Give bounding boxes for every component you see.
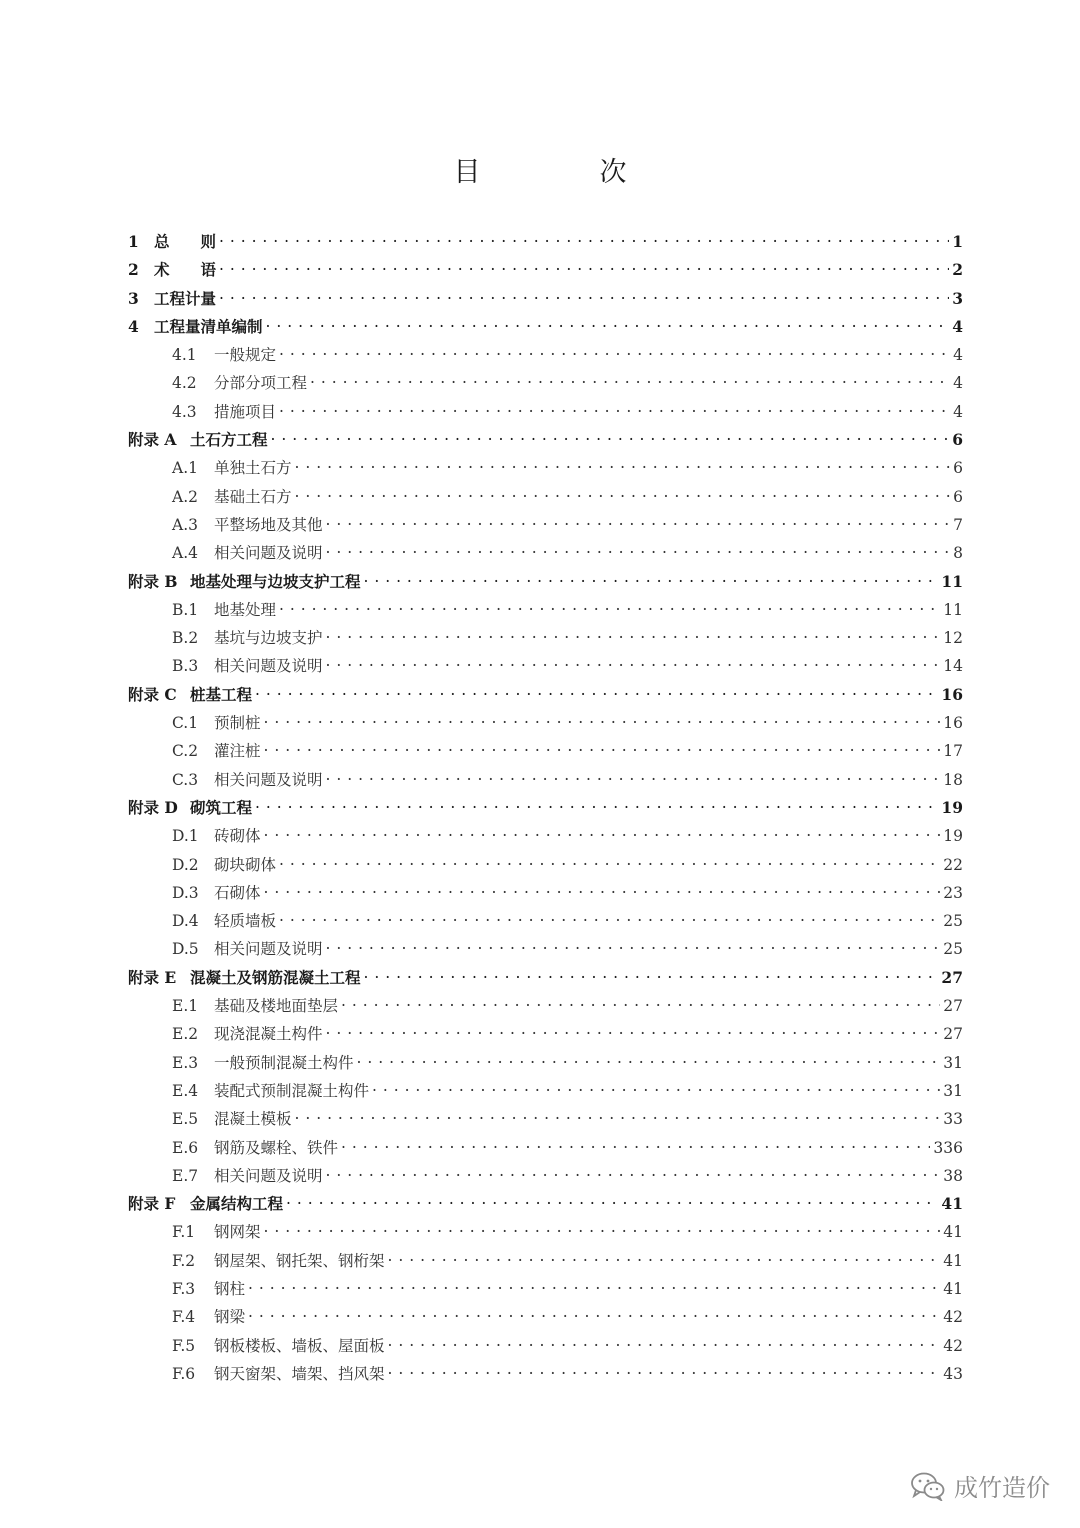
toc-entry-page-number: 16 [943,714,963,733]
toc-section-entry [128,1246,963,1274]
toc-entry-title: 桩基工程 [190,684,253,704]
dot-leader [326,765,941,785]
toc-entry-number: E.1 [172,997,199,1016]
toc-entry-title: 相关问题及说明 [214,940,323,959]
toc-entry-title: 钢柱 [214,1279,246,1298]
toc-section-entry [128,1331,963,1359]
toc-entry-number: D.3 [172,883,199,902]
toc-chapter-entry [128,284,963,312]
dot-leader [264,1217,941,1237]
dot-leader [326,934,941,954]
toc-entry-number: 3 [128,288,139,308]
toc-entry-page-number: 12 [943,629,963,648]
toc-entry-number: F.5 [172,1336,196,1355]
toc-entry-title: 混凝土模板 [214,1110,292,1129]
toc-entry-number: 附录 C [128,684,177,704]
toc-entry-page-number: 22 [943,855,963,874]
toc-entry-title: 金属结构工程 [190,1194,284,1214]
toc-entry-page-number: 27 [943,997,963,1016]
toc-entry-page-number: 19 [943,827,963,846]
dot-leader [388,1359,941,1379]
toc-entry-number: 2 [128,260,139,280]
toc-entry-page-number: 2 [952,260,963,280]
toc-section-entry [128,1104,963,1132]
watermark-text: 成竹造价 [954,1474,1050,1502]
toc-entry-page-number: 17 [943,742,963,761]
dot-leader [357,1048,941,1068]
dot-leader [364,567,939,587]
toc-section-entry [128,595,963,623]
toc-entry-title: 钢筋及螺栓、铁件 [214,1138,339,1157]
toc-entry-title: 钢梁 [214,1308,246,1327]
toc-chapter-entry [128,567,963,595]
dot-leader [264,736,941,756]
toc-section-entry [128,1161,963,1189]
toc-section-entry [128,736,963,764]
toc-entry-title: 砌块砌体 [214,855,277,874]
dot-leader [341,1133,930,1153]
toc-entry-page-number: 38 [943,1166,963,1185]
toc-entry-title: 一般规定 [214,346,277,365]
toc-section-entry [128,850,963,878]
toc-entry-page-number: 16 [941,684,963,704]
dot-leader [326,651,941,671]
toc-entry-title: 一般预制混凝土构件 [214,1053,354,1072]
toc-entry-page-number: 25 [943,940,963,959]
toc-entry-title: 基坑与边坡支护 [214,629,323,648]
toc-entry-number: 附录 A [128,430,177,450]
toc-entry-number: D.1 [172,827,199,846]
toc-section-entry [128,368,963,396]
dot-leader [279,397,950,417]
toc-entry-number: E.5 [172,1110,199,1129]
toc-entry-title: 钢网架 [214,1223,261,1242]
toc-entry-title: 砖砌体 [214,827,261,846]
dot-leader [326,510,951,530]
toc-section-entry [128,340,963,368]
toc-entry-number: D.4 [172,912,199,931]
toc-entry-page-number: 31 [943,1081,963,1100]
dot-leader [326,1161,941,1181]
toc-section-entry [128,1048,963,1076]
toc-entry-title: 基础及楼地面垫层 [214,997,339,1016]
toc-entry-title: 土石方工程 [190,430,268,450]
toc-chapter-entry [128,793,963,821]
toc-entry-title: 平整场地及其他 [214,515,323,534]
toc-entry-title: 轻质墙板 [214,912,277,931]
toc-entry-page-number: 41 [943,1279,963,1298]
toc-entry-title: 基础土石方 [214,487,292,506]
dot-leader [279,906,940,926]
toc-entry-number: A.1 [172,459,198,478]
toc-entry-number: E.2 [172,1025,199,1044]
toc-entry-page-number: 7 [953,515,963,534]
toc-entry-title: 地基处理 [214,600,277,619]
toc-entry-title: 总 则 [154,232,217,251]
dot-leader [326,1019,941,1039]
watermark [910,1468,1050,1503]
toc-entry-number: 4.1 [172,346,197,365]
toc-entry-number: B.1 [172,600,199,619]
toc-section-entry [128,906,963,934]
toc-entry-page-number: 19 [941,797,963,817]
toc-entry-number: B.2 [172,629,199,648]
toc-entry-number: F.2 [172,1251,196,1270]
dot-leader [271,425,950,445]
toc-entry-number: E.6 [172,1138,199,1157]
toc-section-entry [128,1359,963,1387]
toc-entry-page-number: 27 [941,967,963,987]
toc-section-entry [128,538,963,566]
toc-entry-number: F.1 [172,1223,196,1242]
toc-entry-page-number: 6 [953,487,963,506]
dot-leader [388,1246,941,1266]
toc-section-entry [128,510,963,538]
toc-section-entry [128,397,963,425]
toc-section-entry [128,708,963,736]
toc-entry-page-number: 27 [943,1025,963,1044]
toc-section-entry [128,1133,963,1161]
toc-entry-number: E.3 [172,1053,199,1072]
toc-entry-number: 附录 B [128,571,178,591]
toc-entry-page-number: 23 [943,883,963,902]
toc-entry-title: 分部分项工程 [214,374,308,393]
toc-section-entry [128,765,963,793]
dot-leader [255,793,938,813]
dot-leader [326,538,951,558]
toc-section-entry [128,1019,963,1047]
toc-entry-number: C.1 [172,714,199,733]
toc-entry-page-number: 42 [943,1308,963,1327]
toc-entry-number: A.2 [172,487,198,506]
toc-chapter-entry [128,255,963,283]
toc-entry-number: F.3 [172,1279,196,1298]
toc-section-entry [128,878,963,906]
dot-leader [264,878,941,898]
toc-entry-number: 附录 D [128,797,178,817]
dot-leader [295,453,951,473]
dot-leader [364,963,939,983]
toc-entry-number: 4 [128,316,139,336]
toc-entry-title: 钢板楼板、墙板、屋面板 [214,1336,385,1355]
table-of-contents [128,227,963,1387]
page-title: 目 次 [453,157,673,188]
toc-entry-page-number: 41 [941,1194,963,1214]
dot-leader [388,1331,941,1351]
dot-leader [219,284,949,304]
toc-entry-title: 相关问题及说明 [214,544,323,563]
dot-leader [310,368,950,388]
toc-entry-page-number: 6 [952,430,963,450]
toc-entry-page-number: 11 [941,571,963,591]
toc-entry-page-number: 1 [952,232,963,251]
toc-section-entry [128,1302,963,1330]
toc-entry-title: 砌筑工程 [190,797,253,817]
toc-entry-page-number: 14 [943,657,963,676]
toc-entry-number: F.4 [172,1308,196,1327]
dot-leader [372,1076,940,1096]
toc-section-entry [128,482,963,510]
toc-entry-title: 钢屋架、钢托架、钢桁架 [214,1251,385,1270]
toc-entry-title: 相关问题及说明 [214,657,323,676]
toc-entry-page-number: 3 [952,288,963,308]
toc-section-entry [128,453,963,481]
toc-entry-title: 工程量清单编制 [154,316,263,336]
toc-chapter-entry [128,312,963,340]
toc-section-entry [128,1076,963,1104]
toc-entry-page-number: 11 [943,600,963,619]
toc-section-entry [128,1217,963,1245]
toc-entry-page-number: 8 [953,544,963,563]
toc-entry-page-number: 43 [943,1364,963,1383]
dot-leader [295,482,951,502]
toc-entry-number: D.5 [172,940,199,959]
dot-leader [279,595,940,615]
toc-chapter-entry [128,963,963,991]
toc-entry-title: 工程计量 [154,288,217,308]
toc-entry-page-number: 42 [943,1336,963,1355]
dot-leader [264,821,941,841]
toc-entry-number: A.3 [172,515,198,534]
toc-entry-number: A.4 [172,544,198,563]
toc-entry-page-number: 4 [953,346,963,365]
toc-section-entry [128,991,963,1019]
toc-entry-number: 1 [128,232,139,251]
toc-entry-page-number: 4 [952,316,963,336]
toc-chapter-entry [128,1189,963,1217]
toc-entry-number: 附录 F [128,1194,176,1214]
toc-entry-title: 混凝土及钢筋混凝土工程 [190,967,361,987]
toc-section-entry [128,1274,963,1302]
dot-leader [248,1274,940,1294]
toc-entry-title: 石砌体 [214,883,261,902]
dot-leader [326,623,941,643]
dot-leader [279,340,950,360]
toc-entry-page-number: 6 [953,459,963,478]
toc-entry-number: 4.2 [172,374,197,393]
toc-entry-number: 附录 E [128,967,177,987]
toc-chapter-entry [128,425,963,453]
toc-entry-page-number: 41 [943,1223,963,1242]
dot-leader [248,1302,940,1322]
toc-entry-title: 术 语 [154,260,217,280]
toc-chapter-entry [128,227,963,255]
toc-entry-number: 4.3 [172,402,197,421]
dot-leader [279,850,940,870]
toc-entry-title: 单独土石方 [214,459,292,478]
toc-entry-page-number: 31 [943,1053,963,1072]
toc-entry-title: 措施项目 [214,402,277,421]
toc-entry-page-number: 33 [943,1110,963,1129]
toc-section-entry [128,934,963,962]
toc-entry-title: 钢天窗架、墙架、挡风架 [214,1364,385,1383]
dot-leader [286,1189,938,1209]
toc-entry-page-number: 41 [943,1251,963,1270]
dot-leader [219,227,949,247]
toc-entry-page-number: 25 [943,912,963,931]
dot-leader [295,1104,941,1124]
toc-chapter-entry [128,680,963,708]
toc-entry-title: 预制桩 [214,714,261,733]
dot-leader [219,255,949,275]
toc-section-entry [128,651,963,679]
toc-entry-number: C.2 [172,742,199,761]
dot-leader [266,312,950,332]
dot-leader [264,708,941,728]
toc-entry-page-number: 18 [943,770,963,789]
toc-entry-page-number: 4 [953,374,963,393]
toc-entry-page-number: 336 [933,1138,963,1157]
toc-entry-number: B.3 [172,657,199,676]
toc-entry-number: C.3 [172,770,199,789]
toc-section-entry [128,821,963,849]
toc-entry-title: 灌注桩 [214,742,261,761]
dot-leader [341,991,940,1011]
toc-entry-number: F.6 [172,1364,196,1383]
toc-entry-title: 相关问题及说明 [214,770,323,789]
toc-entry-number: E.7 [172,1166,199,1185]
toc-entry-title: 地基处理与边坡支护工程 [190,571,361,591]
toc-entry-title: 装配式预制混凝土构件 [214,1081,370,1100]
dot-leader [255,680,938,700]
toc-section-entry [128,623,963,651]
toc-entry-page-number: 4 [953,402,963,421]
toc-entry-number: E.4 [172,1081,199,1100]
wechat-icon [910,1471,946,1501]
toc-entry-title: 相关问题及说明 [214,1166,323,1185]
toc-entry-number: D.2 [172,855,199,874]
toc-entry-title: 现浇混凝土构件 [214,1025,323,1044]
